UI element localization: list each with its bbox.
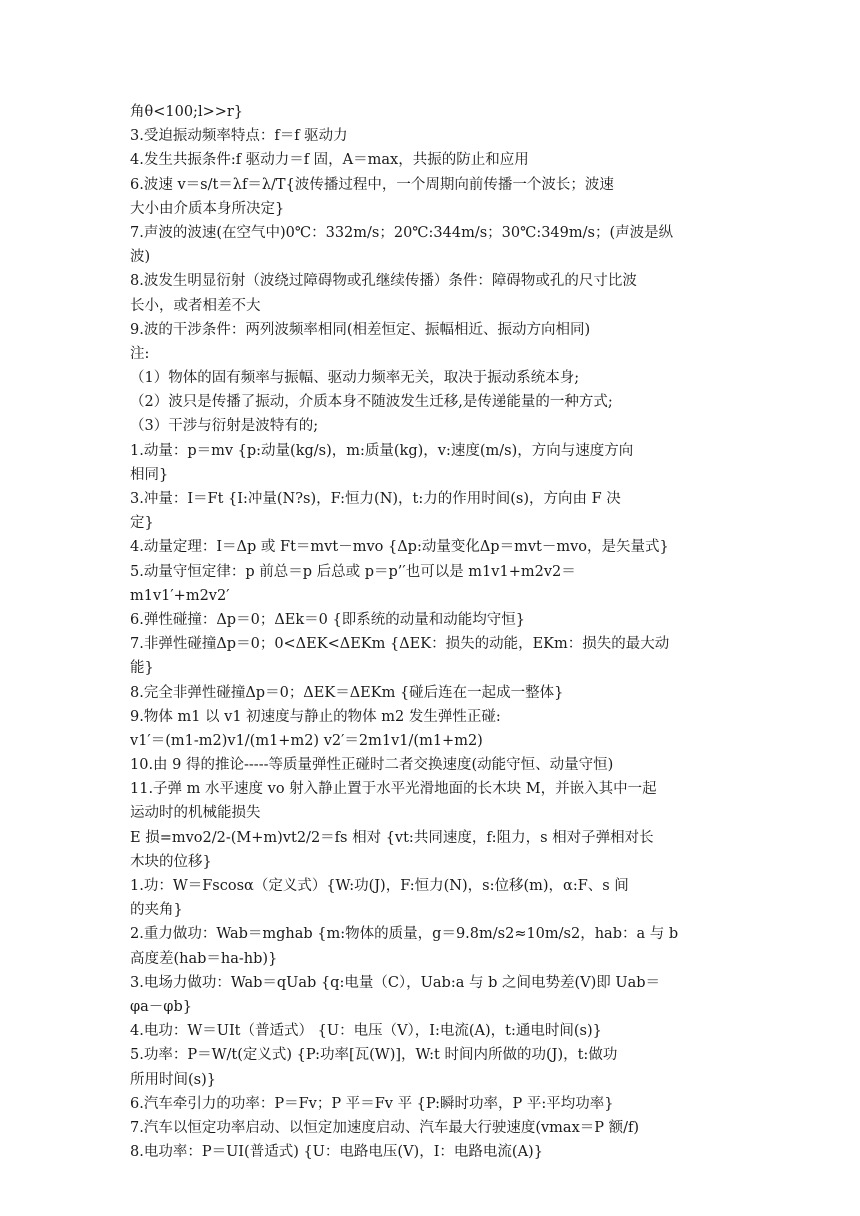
text-line: 9.物体 m1 以 v1 初速度与静止的物体 m2 发生弹性正碰: [130, 708, 501, 725]
text-line: φa－φb} [130, 998, 192, 1015]
text-line: （3）干涉与衍射是波特有的; [130, 418, 319, 435]
text-line: 运动时的机械能损失 [130, 805, 261, 822]
text-line: 大小由介质本身所决定} [130, 200, 285, 217]
text-line: 相同} [130, 466, 169, 483]
text-line: 的夹角} [130, 902, 183, 919]
text-line: 角θ<100;l>>r} [130, 104, 244, 120]
text-line: 6.弹性碰撞：Δp＝0；ΔEk＝0 {即系统的动量和动能均守恒} [130, 611, 525, 628]
text-line: 1.动量：p＝mv {p:动量(kg/s)，m:质量(kg)，v:速度(m/s)，方向与速度方向 [130, 442, 634, 459]
text-line: 11.子弹 m 水平速度 vo 射入静止置于水平光滑地面的长木块 M，并嵌入其中一起 [130, 781, 657, 798]
text-line: 波) [130, 249, 151, 266]
text-line: 8.电功率：P＝UI(普适式) {U：电路电压(V)，I：电路电流(A)} [130, 1144, 543, 1161]
text-line: （1）物体的固有频率与振幅、驱动力频率无关，取决于振动系统本身; [130, 370, 580, 387]
text-line: 6.波速 v＝s/t＝λf＝λ/T{波传播过程中，一个周期向前传播一个波长；波速 [130, 176, 614, 193]
text-line: 注: [130, 345, 150, 362]
text-line: 7.非弹性碰撞Δp＝0；0<ΔEK<ΔEKm {ΔEK：损失的动能，EKm：损失的最大动 [130, 636, 670, 653]
text-line: 4.发生共振条件:f 驱动力＝f 固，A＝max，共振的防止和应用 [130, 152, 529, 169]
text-line: 7.声波的波速(在空气中)0℃：332m/s；20℃:344m/s；30℃:349m/s；(声波是纵 [130, 224, 674, 241]
text-line: （2）波只是传播了振动，介质本身不随波发生迁移,是传递能量的一种方式; [130, 394, 613, 411]
document-body [130, 100, 732, 1164]
text-line: 1.功：W＝Fscosα（定义式）{W:功(J)，F:恒力(N)，s:位移(m)，α:F、s 间 [130, 878, 629, 894]
text-line: 3.冲量：I＝Ft {I:冲量(N?s)，F:恒力(N)，t:力的作用时间(s)，方向由 F 决 [130, 491, 621, 507]
text-line: 4.动量定理：I＝Δp 或 Ft＝mvt－mvo {Δp:动量变化Δp＝mvt－mvo，是矢量式} [130, 539, 669, 556]
text-line: 6.汽车牵引力的功率：P＝Fv；P 平＝Fv 平 {P:瞬时功率，P 平:平均功率} [130, 1095, 614, 1112]
text-line: 2.重力做功：Wab＝mghab {m:物体的质量，g＝9.8m/s2≈10m/s2，hab：a 与 b [130, 926, 679, 943]
text-line: 能} [130, 660, 154, 677]
text-line: 所用时间(s)} [130, 1071, 216, 1088]
text-line: 10.由 9 得的推论-----等质量弹性正碰时二者交换速度(动能守恒、动量守恒) [130, 757, 614, 774]
text-line: m1v1′+m2v2′ [130, 587, 230, 604]
text-line: 3.受迫振动频率特点：f＝f 驱动力 [130, 128, 348, 145]
text-line: 8.波发生明显衍射（波绕过障碍物或孔继续传播）条件：障碍物或孔的尺寸比波 [130, 273, 637, 290]
text-line: 长小，或者相差不大 [130, 297, 261, 314]
text-line: 5.动量守恒定律：p 前总＝p 后总或 p＝p’′也可以是 m1v1+m2v2＝ [130, 563, 576, 580]
text-line: 高度差(hab＝ha-hb)} [130, 950, 278, 967]
text-line: 木块的位移} [130, 853, 212, 870]
text-line: 9.波的干涉条件：两列波频率相同(相差恒定、振幅相近、振动方向相同) [130, 321, 591, 338]
text-line: 定} [130, 515, 154, 532]
text-line: 4.电功：W＝UIt（普适式） {U：电压（V），I:电流(A)，t:通电时间(s)} [130, 1023, 602, 1040]
text-line: 3.电场力做功：Wab＝qUab {q:电量（C），Uab:a 与 b 之间电势差(V)即 Uab＝ [130, 974, 661, 991]
text-line: E 损=mvo2/2-(M+m)vt2/2＝fs 相对 {vt:共同速度，f:阻力，s 相对子弹相对长 [130, 829, 654, 846]
text-line: 7.汽车以恒定功率启动、以恒定加速度启动、汽车最大行驶速度(vmax＝P 额/f) [130, 1119, 640, 1136]
text-line: 5.功率：P＝W/t(定义式) {P:功率[瓦(W)]，W:t 时间内所做的功(J)，t:做功 [130, 1047, 618, 1064]
text-line: v1′＝(m1-m2)v1/(m1+m2) v2′＝2m1v1/(m1+m2) [130, 732, 483, 749]
text-line: 8.完全非弹性碰撞Δp＝0；ΔEK＝ΔEKm {碰后连在一起成一整体} [130, 684, 564, 701]
